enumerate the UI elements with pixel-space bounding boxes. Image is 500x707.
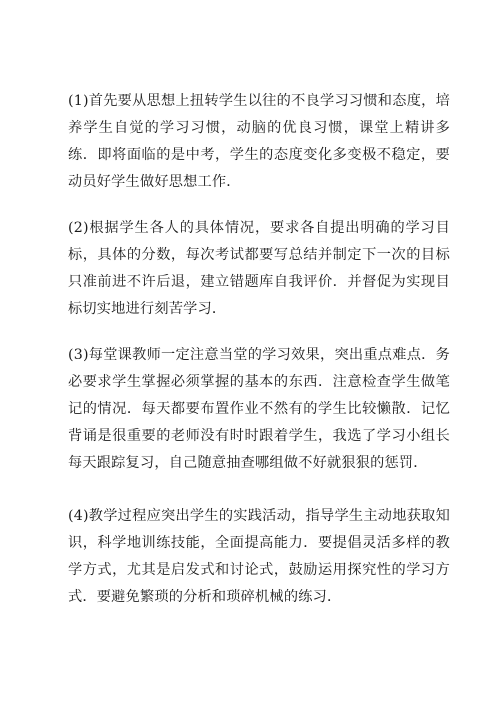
paragraph-4: (4)教学过程应突出学生的实践活动，指导学生主动地获取知识，科学地训练技能，全面提高能力．要提倡灵活多样的教学方式，尤其是启发式和讨论式，鼓励运用探究性的学习方式．要避免繁琐的分析和琐碎机械的练习． xyxy=(68,508,450,605)
paragraph-2: (2)根据学生各人的具体情况，要求各自提出明确的学习目标，具体的分数，每次考试都要写总结并制定下一次的目标只准前进不许后退，建立错题库自我评价．并督促为实现目标切实地进行刻苦学习． xyxy=(68,220,450,317)
paragraph-1: (1)首先要从思想上扭转学生以往的不良学习习惯和态度，培养学生自觉的学习习惯，动脑的优良习惯，课堂上精讲多练．即将面临的是中考，学生的态度变化多变极不稳定，要动员好学生做好思想工作． xyxy=(68,93,450,190)
paragraph-3: (3)每堂课教师一定注意当堂的学习效果，突出重点难点．务必要求学生掌握必须掌握的基本的东西．注意检查学生做笔记的情况．每天都要布置作业不然有的学生比较懒散．记忆背诵是很重要的老师没有时时跟着学生，我选了学习小组长每天跟踪复习，自己随意抽查哪组做不好就狠狠的惩罚． xyxy=(68,347,450,471)
